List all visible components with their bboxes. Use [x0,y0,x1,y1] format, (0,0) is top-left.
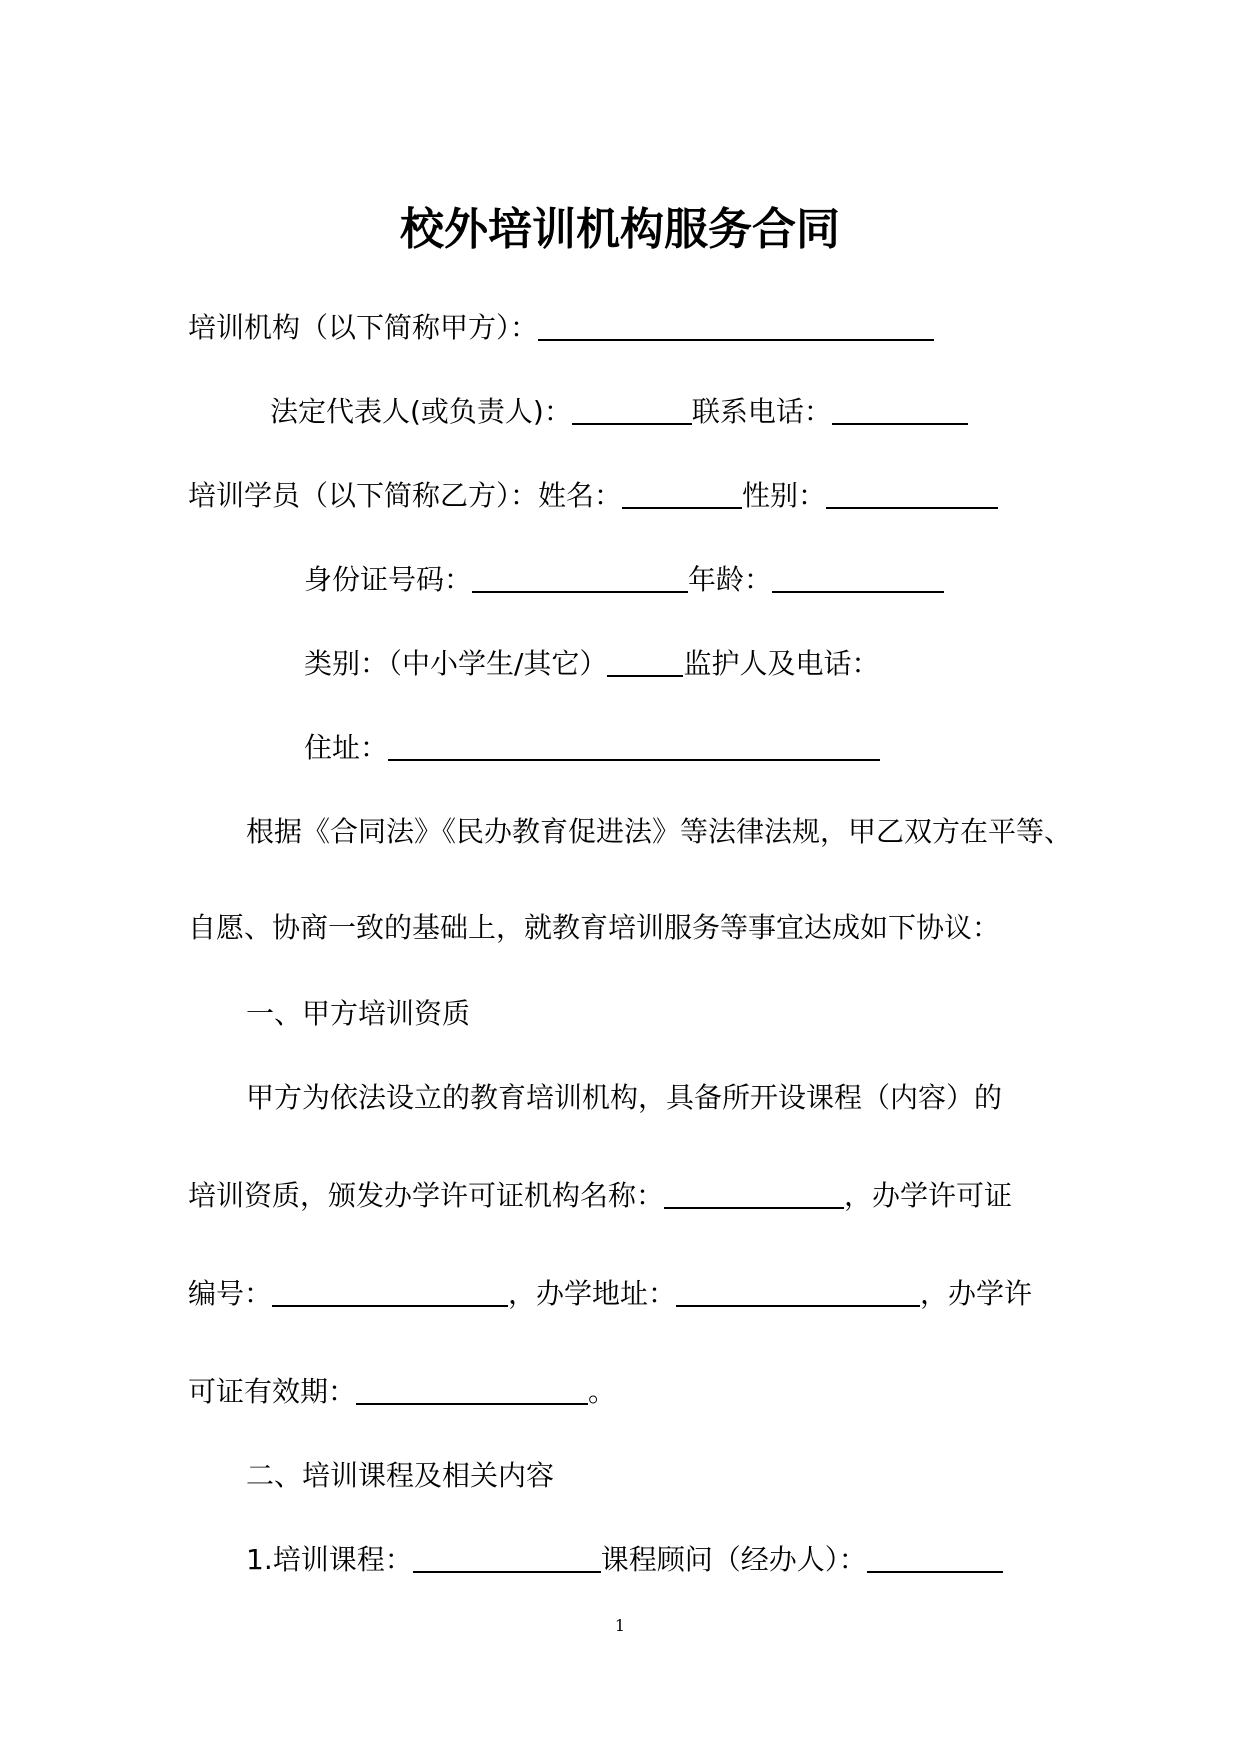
license-validity-label: 可证有效期： [188,1375,357,1408]
period-mark: 。 [588,1375,617,1408]
license-number-lead: ，办学许可证 [844,1179,1013,1212]
id-number-label: 身份证号码： [304,563,473,596]
gender-blank[interactable] [826,477,998,509]
legal-rep-blank[interactable] [572,393,692,425]
course-blank[interactable] [413,1541,601,1573]
section-1-line-3 [188,1274,1032,1314]
section-2-item-1 [246,1540,1003,1580]
course-advisor-blank[interactable] [867,1541,1003,1573]
intro-line-1: 根据《合同法》《民办教育促进法》等法律法规，甲乙双方在平等、 [246,815,1073,848]
party-a-blank[interactable] [538,309,934,341]
gender-label: 性别： [742,479,827,512]
school-address-label: ，办学地址： [508,1277,677,1310]
age-blank[interactable] [772,561,944,593]
section-1-line-2 [188,1176,1012,1216]
section-1-line-4 [188,1372,616,1412]
license-validity-lead: ，办学许 [920,1277,1033,1310]
page-number: 1 [614,1616,626,1635]
age-label: 年龄： [688,563,773,596]
license-issuer-label: 培训资质，颁发办学许可证机构名称： [188,1179,665,1212]
address-line [304,728,880,768]
contact-phone-blank[interactable] [832,393,968,425]
intro-line-2: 自愿、协商一致的基础上，就教育培训服务等事宜达成如下协议： [188,911,1001,944]
party-a-line [188,308,934,348]
party-b-label: 培训学员（以下简称乙方）：姓名： [188,479,623,512]
section-2-heading: 二、培训课程及相关内容 [246,1459,555,1492]
student-name-blank[interactable] [622,477,742,509]
legal-rep-line [270,392,968,432]
contact-phone-label: 联系电话： [691,395,832,428]
id-number-line [304,560,944,600]
license-number-label: 编号： [188,1277,273,1310]
document-title: 校外培训机构服务合同 [400,204,840,255]
party-a-label: 培训机构（以下简称甲方）： [188,311,539,344]
guardian-label: 监护人及电话： [683,647,880,680]
legal-rep-label: 法定代表人(或负责人)： [270,395,572,428]
section-1-heading: 一、甲方培训资质 [246,997,471,1030]
course-advisor-label: 课程顾问（经办人）： [600,1543,867,1576]
category-line [304,644,879,684]
category-blank[interactable] [607,645,683,677]
license-number-blank[interactable] [272,1275,508,1307]
school-address-blank[interactable] [676,1275,920,1307]
course-label: 1.培训课程： [246,1543,413,1576]
id-number-blank[interactable] [472,561,688,593]
address-label: 住址： [304,731,389,764]
party-b-line [188,476,998,516]
license-validity-blank[interactable] [356,1373,588,1405]
category-label: 类别：（中小学生/其它） [304,647,608,680]
address-blank[interactable] [388,729,880,761]
section-1-line-1: 甲方为依法设立的教育培训机构，具备所开设课程（内容）的 [246,1081,1003,1114]
license-issuer-blank[interactable] [664,1177,844,1209]
